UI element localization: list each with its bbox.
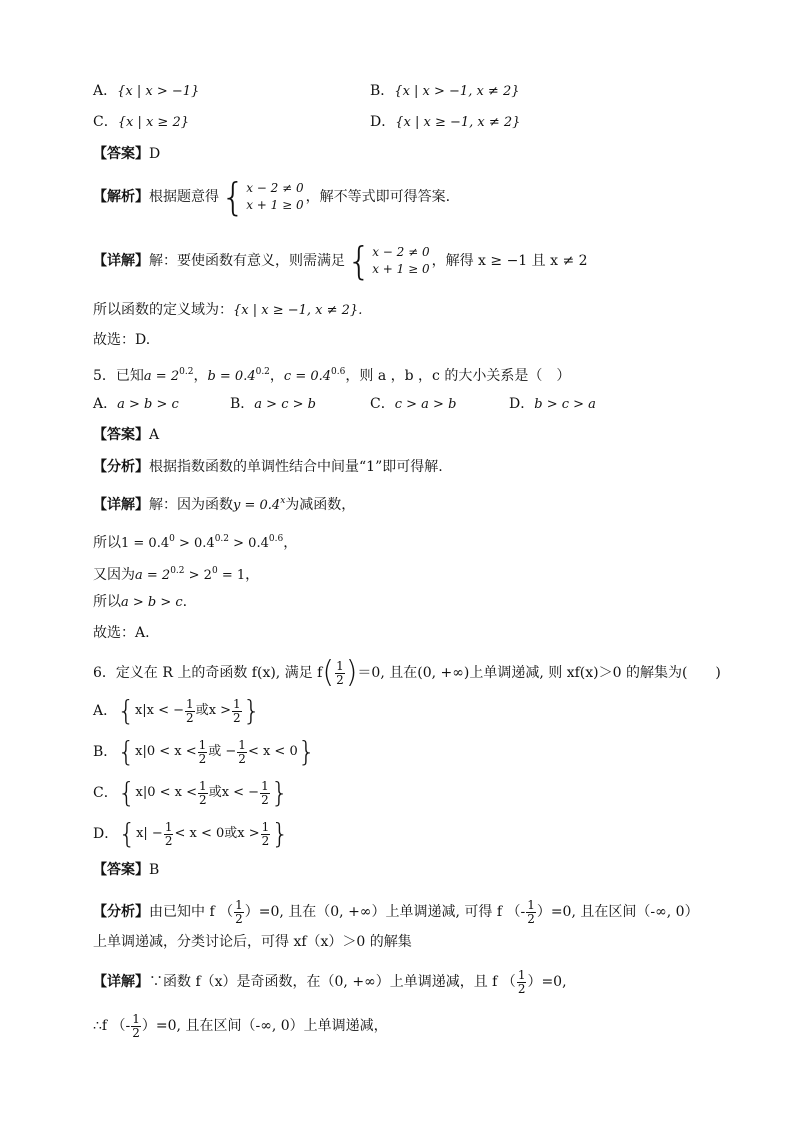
q5-detail: 【详解】解：因为函数$y = 0.4^x$为减函数， <box>93 496 356 513</box>
q5-analysis: 【分析】根据指数函数的单调性结合中间量“1”即可得解. <box>93 459 443 475</box>
q6-option-d[interactable]: D． { x| − $\frac{1}{2}$ < x < 0或x > $\frac{1}{2}$ } <box>93 817 290 850</box>
inequality-system: { x − 2 ≠ 0 x + 1 ≥ 0 <box>221 175 304 219</box>
q6-therefore: ∴f （- $\frac{1}{2}$ ）=0, 且在区间（-∞, 0）上单调递减， <box>93 1011 388 1040</box>
q6-option-a[interactable]: A． { x|x < − $\frac{1}{2}$ 或x > $\frac{1}{2}$ } <box>93 694 261 727</box>
fraction: $\frac{1}{2}$ <box>336 658 344 687</box>
q4-option-c[interactable]: C．{x | x ≥ 2} <box>93 114 189 130</box>
q5-step-1: 所以$1 = 0.4^0 > 0.4^{0.2} > 0.4^{0.6}$， <box>93 534 298 551</box>
q4-option-a[interactable]: A．{x | x > −1} <box>93 83 200 99</box>
q6-stem: 6．定义在 R 上的奇函数 f(x), 满足 f ( $\frac{1}{2}$ ) ＝0, 且在(0, +∞)上单调递减, 则 xf(x)＞0 的解集为( ) <box>93 655 721 690</box>
q4-option-d[interactable]: D．{x | x ≥ −1, x ≠ 2} <box>370 114 521 130</box>
q6-detail: 【详解】 ∵函数 f（x）是奇函数，在（0, +∞）上单调递减，且 f （ $\frac{1}{2}$ ）=0, <box>93 967 567 996</box>
q4-option-b[interactable]: B．{x | x > −1, x ≠ 2} <box>370 83 520 99</box>
q5-option-b[interactable]: B．a > c > b <box>230 396 316 412</box>
q5-step-2: 又因为$a = 2^{0.2} > 2^0 = 1$， <box>93 566 260 583</box>
q5-option-a[interactable]: A．a > b > c <box>93 396 179 412</box>
q6-option-c[interactable]: C． { x|0 < x < $\frac{1}{2}$ 或x < − $\frac{1}{2}$ } <box>93 776 289 809</box>
q6-analysis-cont: 上单调递减，分类讨论后，可得 xf（x）＞0 的解集 <box>93 934 412 950</box>
q5-stem: 5．已知$a = 2^{0.2}$，$b = 0.4^{0.2}$，$c = 0.4^{0.6}$，则 a ，b ，c 的大小关系是（ ） <box>93 367 571 384</box>
q5-option-d[interactable]: D．b > c > a <box>509 396 596 412</box>
q4-answer: 【答案】D <box>93 146 161 162</box>
q4-detail: 【详解】解：要使函数有意义，则需满足 { x − 2 ≠ 0 x + 1 ≥ 0 ，解得 x ≥ −1 且 x ≠ 2 <box>93 239 588 283</box>
inequality-system: { x − 2 ≠ 0 x + 1 ≥ 0 <box>347 239 430 283</box>
q5-answer: 【答案】A <box>93 427 160 443</box>
q5-choose: 故选：A. <box>93 625 150 641</box>
q4-choose: 故选：D. <box>93 332 151 348</box>
q4-domain-line: 所以函数的定义域为：{x | x ≥ −1, x ≠ 2}. <box>93 302 363 318</box>
q6-answer: 【答案】B <box>93 862 160 878</box>
q6-option-b[interactable]: B． { x|0 < x < $\frac{1}{2}$ 或 − $\frac{1}{2}$ < x < 0 } <box>93 735 316 768</box>
q5-option-c[interactable]: C．c > a > b <box>370 396 457 412</box>
q5-step-3: 所以a > b > c. <box>93 594 188 610</box>
q4-analysis: 【解析】根据题意得 { x − 2 ≠ 0 x + 1 ≥ 0 ，解不等式即可得答案. <box>93 175 451 219</box>
q6-analysis: 【分析】 由已知中 f （ $\frac{1}{2}$ ）=0, 且在（0, +∞）上单调递减, 可得 f （- $\frac{1}{2}$ ）=0, 且在区间（-∞, 0） <box>93 897 699 926</box>
